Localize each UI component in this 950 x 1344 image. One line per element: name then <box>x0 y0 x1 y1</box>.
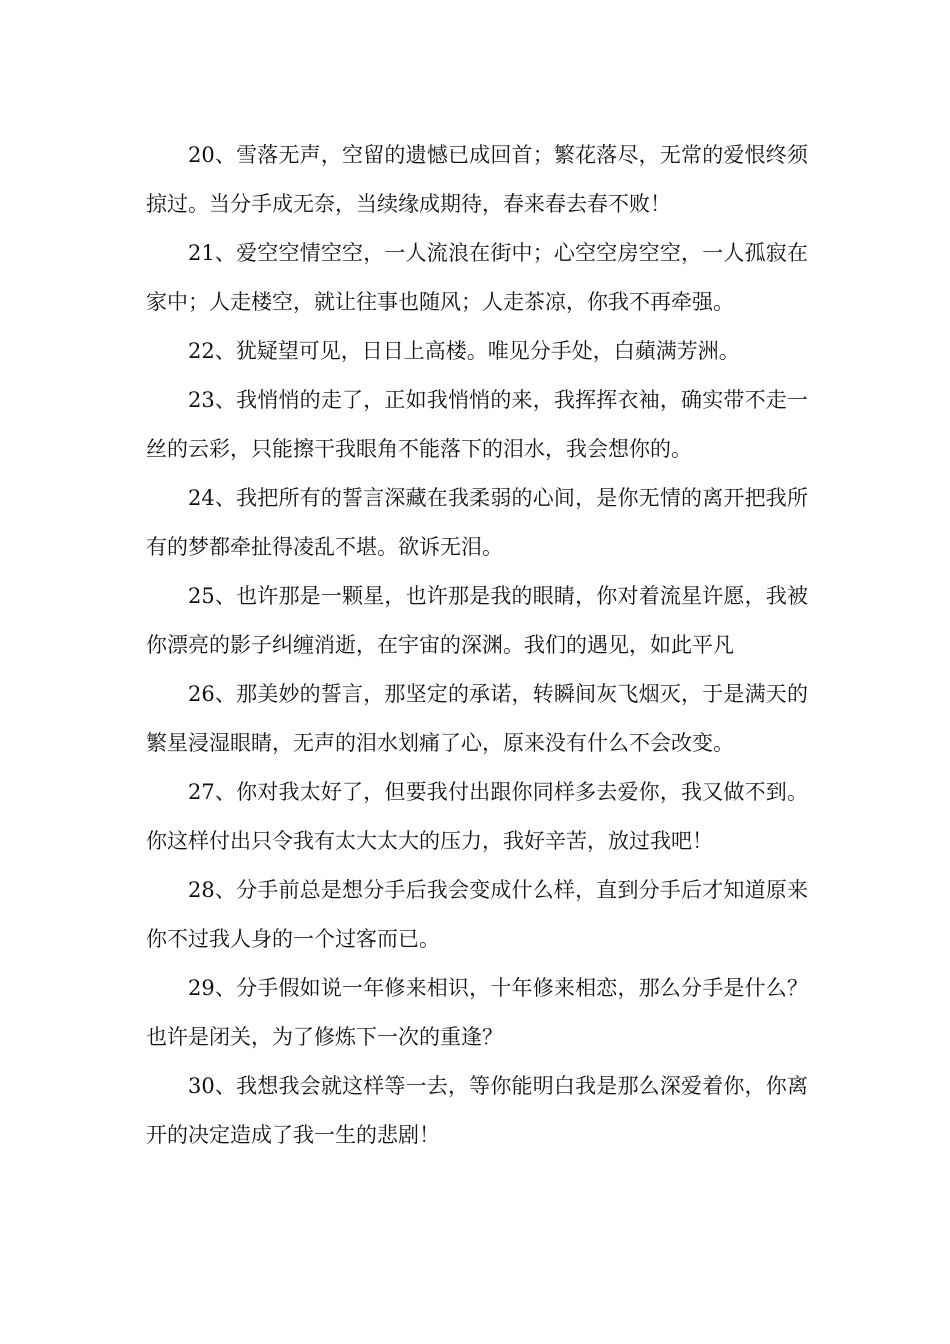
paragraph-29: 29、分手假如说一年修来相识，十年修来相恋，那么分手是什么？也许是闭关，为了修炼下一次的重逢？ <box>146 976 808 1049</box>
paragraph-20: 20、雪落无声，空留的遗憾已成回首；繁花落尽，无常的爱恨终须掠过。当分手成无奈，当续缘成期待，春来春去春不败！ <box>146 143 808 216</box>
paragraph-23: 23、我悄悄的走了，正如我悄悄的来，我挥挥衣袖，确实带不走一丝的云彩，只能擦干我眼角不能落下的泪水，我会想你的。 <box>146 388 808 461</box>
paragraph-26: 26、那美妙的誓言，那坚定的承诺，转瞬间灰飞烟灭，于是满天的繁星浸湿眼睛，无声的泪水划痛了心，原来没有什么不会改变。 <box>146 682 808 755</box>
document-body <box>146 131 808 1160</box>
paragraph-22: 22、犹疑望可见，日日上高楼。唯见分手处，白蘋满芳洲。 <box>188 339 740 363</box>
paragraph-24: 24、我把所有的誓言深藏在我柔弱的心间，是你无情的离开把我所有的梦都牵扯得凌乱不堪。欲诉无泪。 <box>146 486 808 559</box>
paragraph-30: 30、我想我会就这样等一去，等你能明白我是那么深爱着你，你离开的决定造成了我一生的悲剧！ <box>146 1074 808 1147</box>
paragraph-25: 25、也许那是一颗星，也许那是我的眼睛，你对着流星许愿，我被你漂亮的影子纠缠消逝，在宇宙的深渊。我们的遇见，如此平凡 <box>146 584 808 657</box>
paragraph-21: 21、爱空空情空空，一人流浪在街中；心空空房空空，一人孤寂在家中；人走楼空，就让往事也随风；人走茶凉，你我不再牵强。 <box>146 241 808 314</box>
paragraph-27: 27、你对我太好了，但要我付出跟你同样多去爱你，我又做不到。你这样付出只令我有太大太大的压力，我好辛苦，放过我吧！ <box>146 780 808 853</box>
paragraph-28: 28、分手前总是想分手后我会变成什么样，直到分手后才知道原来你不过我人身的一个过客而已。 <box>146 878 808 951</box>
